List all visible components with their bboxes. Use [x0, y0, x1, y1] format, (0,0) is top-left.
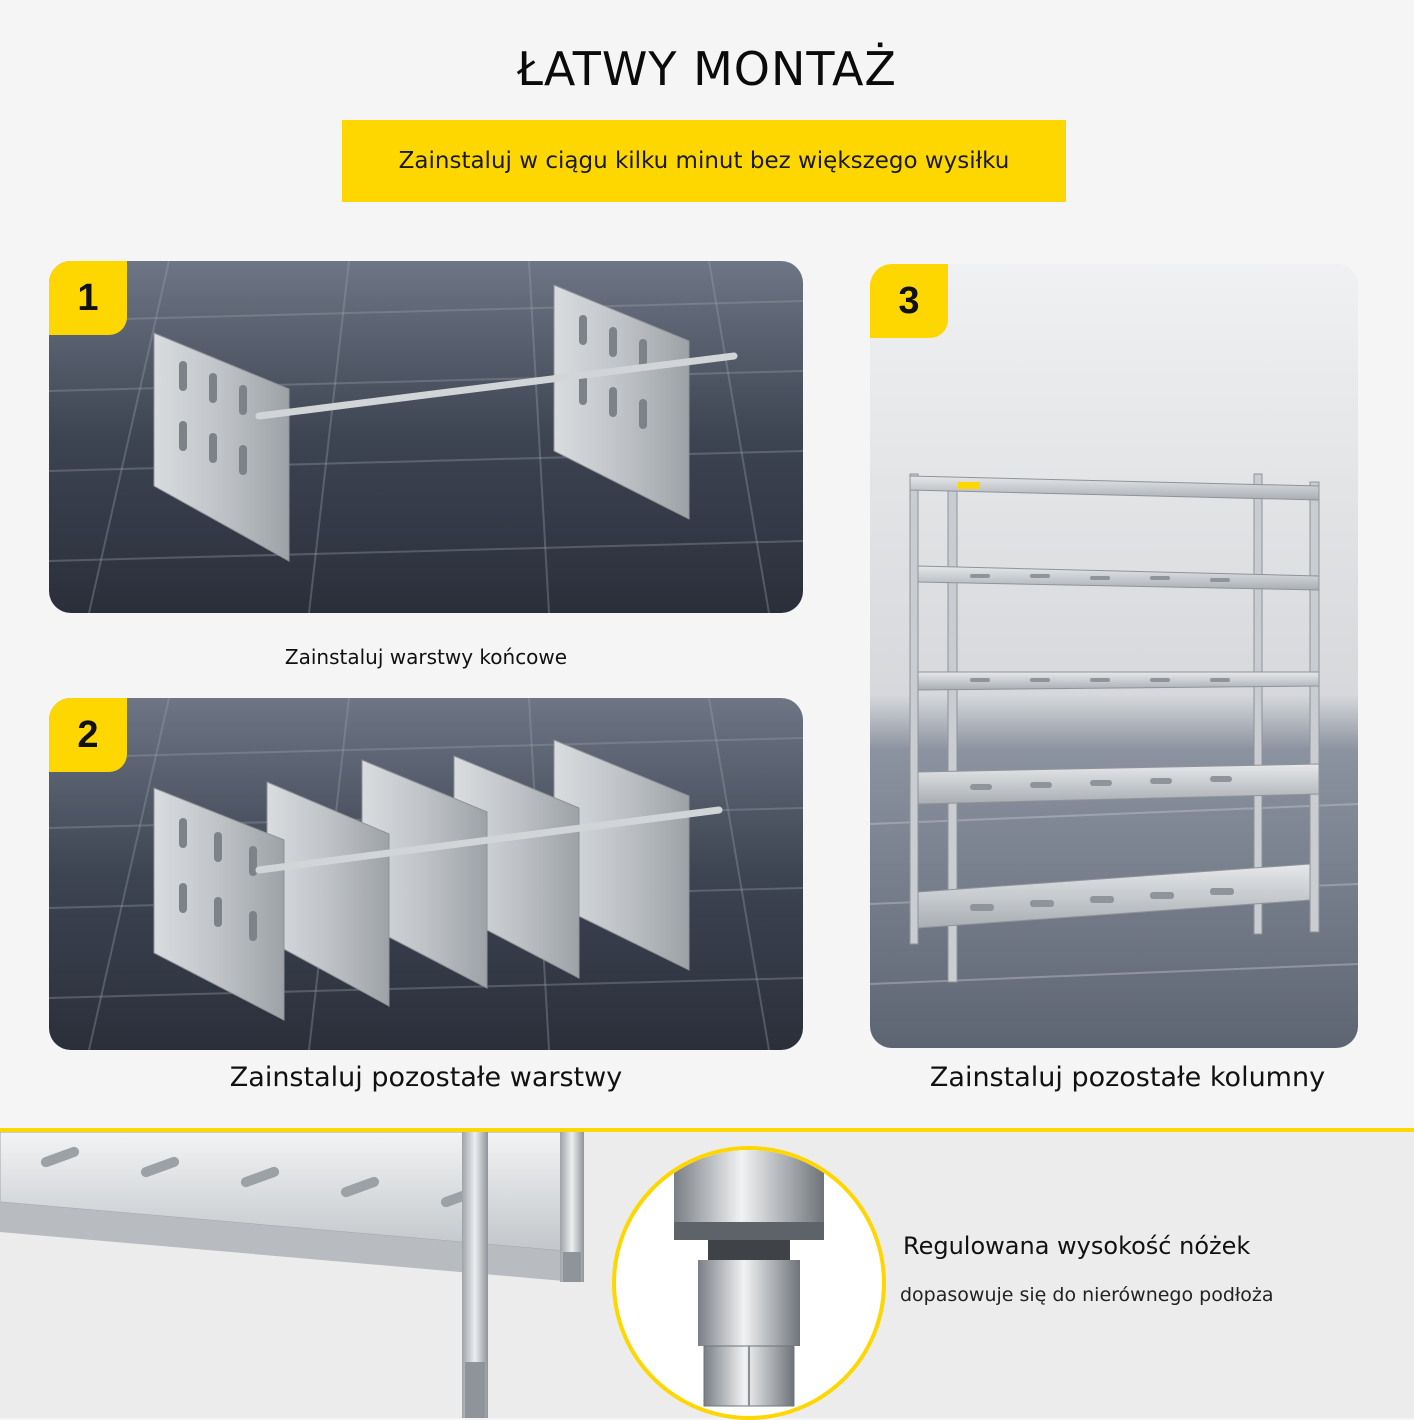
- step-1-badge: 1: [49, 261, 127, 335]
- step-2-caption: Zainstaluj pozostałe warstwy: [229, 1062, 623, 1093]
- feature-title: Regulowana wysokość nóżek: [903, 1232, 1251, 1260]
- step-3-image: [870, 264, 1358, 1048]
- page-title: ŁATWY MONTAŻ: [517, 42, 897, 96]
- step-3-illustration: [870, 264, 1358, 1048]
- step-2-image: [49, 698, 803, 1050]
- adjustable-foot-closeup: [612, 1146, 886, 1420]
- step-2-badge: 2: [49, 698, 127, 772]
- shelf-closeup-illustration: [0, 1132, 620, 1418]
- step-3-badge: 3: [870, 264, 948, 338]
- step-1-caption: Zainstaluj warstwy końcowe: [284, 645, 568, 669]
- adjustable-foot-illustration: [616, 1150, 882, 1416]
- subtitle-text: Zainstaluj w ciągu kilku minut bez większego wysiłku: [398, 148, 1010, 174]
- step-3-caption: Zainstaluj pozostałe kolumny: [929, 1062, 1326, 1093]
- step-2-illustration: [49, 698, 803, 1050]
- subtitle-banner: [342, 120, 1066, 202]
- feature-subtitle: dopasowuje się do nierównego podłoża: [900, 1284, 1274, 1306]
- step-1-image: [49, 261, 803, 613]
- step-1-illustration: [49, 261, 803, 613]
